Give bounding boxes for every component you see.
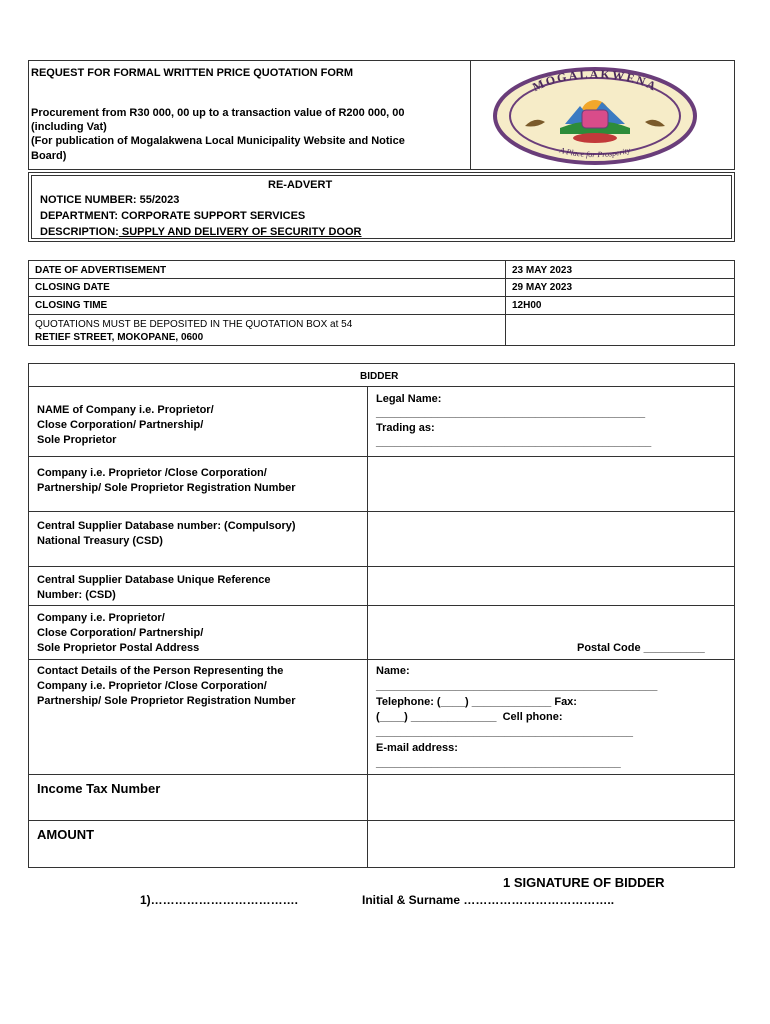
contact-cellphone-field[interactable]: (____) ______________ Cell phone: [376, 711, 563, 723]
publication-line-2: Board) [31, 150, 67, 162]
contact-cellphone-line[interactable]: __________________________________________ [376, 726, 633, 738]
closing-time-value: 12H00 [512, 300, 542, 311]
description: DESCRIPTION: SUPPLY AND DELIVERY OF SECURITY DOOR [40, 226, 362, 238]
contact-telephone-field[interactable]: Telephone: (____) _____________ Fax: [376, 696, 577, 708]
deposit-line-1: QUOTATIONS MUST BE DEPOSITED IN THE QUOTATION BOX at 54 [35, 319, 353, 330]
csd-number-label: Central Supplier Database number: (Compulsory) National Treasury (CSD) [37, 520, 296, 547]
closing-date-label: CLOSING DATE [35, 282, 110, 293]
publication-line-1: (For publication of Mogalakwena Local Municipality Website and Notice [31, 135, 405, 147]
adv-date-value: 23 MAY 2023 [512, 265, 573, 276]
signature-heading: 1 SIGNATURE OF BIDDER [503, 875, 665, 890]
csd-reference-field[interactable] [368, 567, 734, 605]
department: DEPARTMENT: CORPORATE SUPPORT SERVICES [40, 210, 306, 222]
closing-time-label: CLOSING TIME [35, 300, 108, 311]
dates-row-line-3 [28, 314, 735, 315]
notice-number: NOTICE NUMBER: 55/2023 [40, 194, 180, 206]
postal-code-field[interactable]: Postal Code __________ [577, 642, 705, 654]
header-divider [470, 60, 471, 170]
closing-date-value: 29 MAY 2023 [512, 282, 573, 293]
csd-reference-label: Central Supplier Database Unique Reference Number: (CSD) [37, 574, 271, 601]
bidder-heading: BIDDER [360, 371, 399, 382]
signature-number-field[interactable]: 1)………………………………. [140, 893, 299, 907]
contact-email-field[interactable]: ________________________________________ [376, 757, 621, 769]
form-title: REQUEST FOR FORMAL WRITTEN PRICE QUOTATION FORM [31, 67, 354, 79]
description-value: SUPPLY AND DELIVERY OF SECURITY DOOR [118, 226, 362, 238]
income-tax-label: Income Tax Number [37, 781, 161, 796]
amount-label: AMOUNT [37, 827, 95, 842]
income-tax-field[interactable] [368, 775, 734, 820]
bidder-heading-line [28, 386, 735, 387]
initial-surname-field[interactable]: ……………………………….. [460, 893, 615, 907]
legal-name-label: Legal Name: [376, 393, 442, 405]
contact-details-label: Contact Details of the Person Representing the Company i.e. Proprietor /Close Corporation/ Partnership/ Sole Proprietor Registration Number [37, 665, 296, 707]
initial-surname [362, 893, 614, 908]
postal-address-label: Company i.e. Proprietor/ Close Corporation/ Partnership/ Sole Proprietor Postal Address [37, 612, 204, 654]
adv-date-label: DATE OF ADVERTISEMENT [35, 265, 167, 276]
legal-name-field[interactable]: ____________________________________________ [376, 407, 646, 419]
bidder-row-line-5 [28, 659, 735, 660]
company-name-label: NAME of Company i.e. Proprietor/ Close Corporation/ Partnership/ Sole Proprietor [37, 404, 214, 446]
contact-name-label: Name: [376, 665, 410, 677]
municipality-logo [490, 66, 700, 166]
dates-col-divider [505, 260, 506, 346]
amount-field[interactable] [368, 821, 734, 867]
trading-as-field[interactable]: _____________________________________________ [376, 436, 652, 448]
dates-row-line-2 [28, 296, 735, 297]
contact-name-field[interactable]: ______________________________________________ [376, 680, 658, 692]
svg-text:MOGALAKWENA: MOGALAKWENA [530, 67, 660, 95]
contact-email-label: E-mail address: [376, 742, 458, 754]
readvert-label: RE-ADVERT [268, 179, 333, 191]
registration-field[interactable] [368, 457, 734, 511]
svg-text:A Place for Prosperity: A Place for Prosperity [558, 145, 632, 160]
dates-row-line-1 [28, 278, 735, 279]
deposit-line-2: RETIEF STREET, MOKOPANE, 0600 [35, 332, 204, 343]
procurement-line-2: (including Vat) [31, 121, 107, 133]
initial-surname-label: Initial & Surname [362, 893, 461, 907]
csd-number-field[interactable] [368, 512, 734, 566]
trading-as-label: Trading as: [376, 422, 435, 434]
registration-label: Company i.e. Proprietor /Close Corporation/ Partnership/ Sole Proprietor Registration Number [37, 467, 296, 494]
procurement-line-1: Procurement from R30 000, 00 up to a transaction value of R200 000, 00 [31, 107, 405, 119]
